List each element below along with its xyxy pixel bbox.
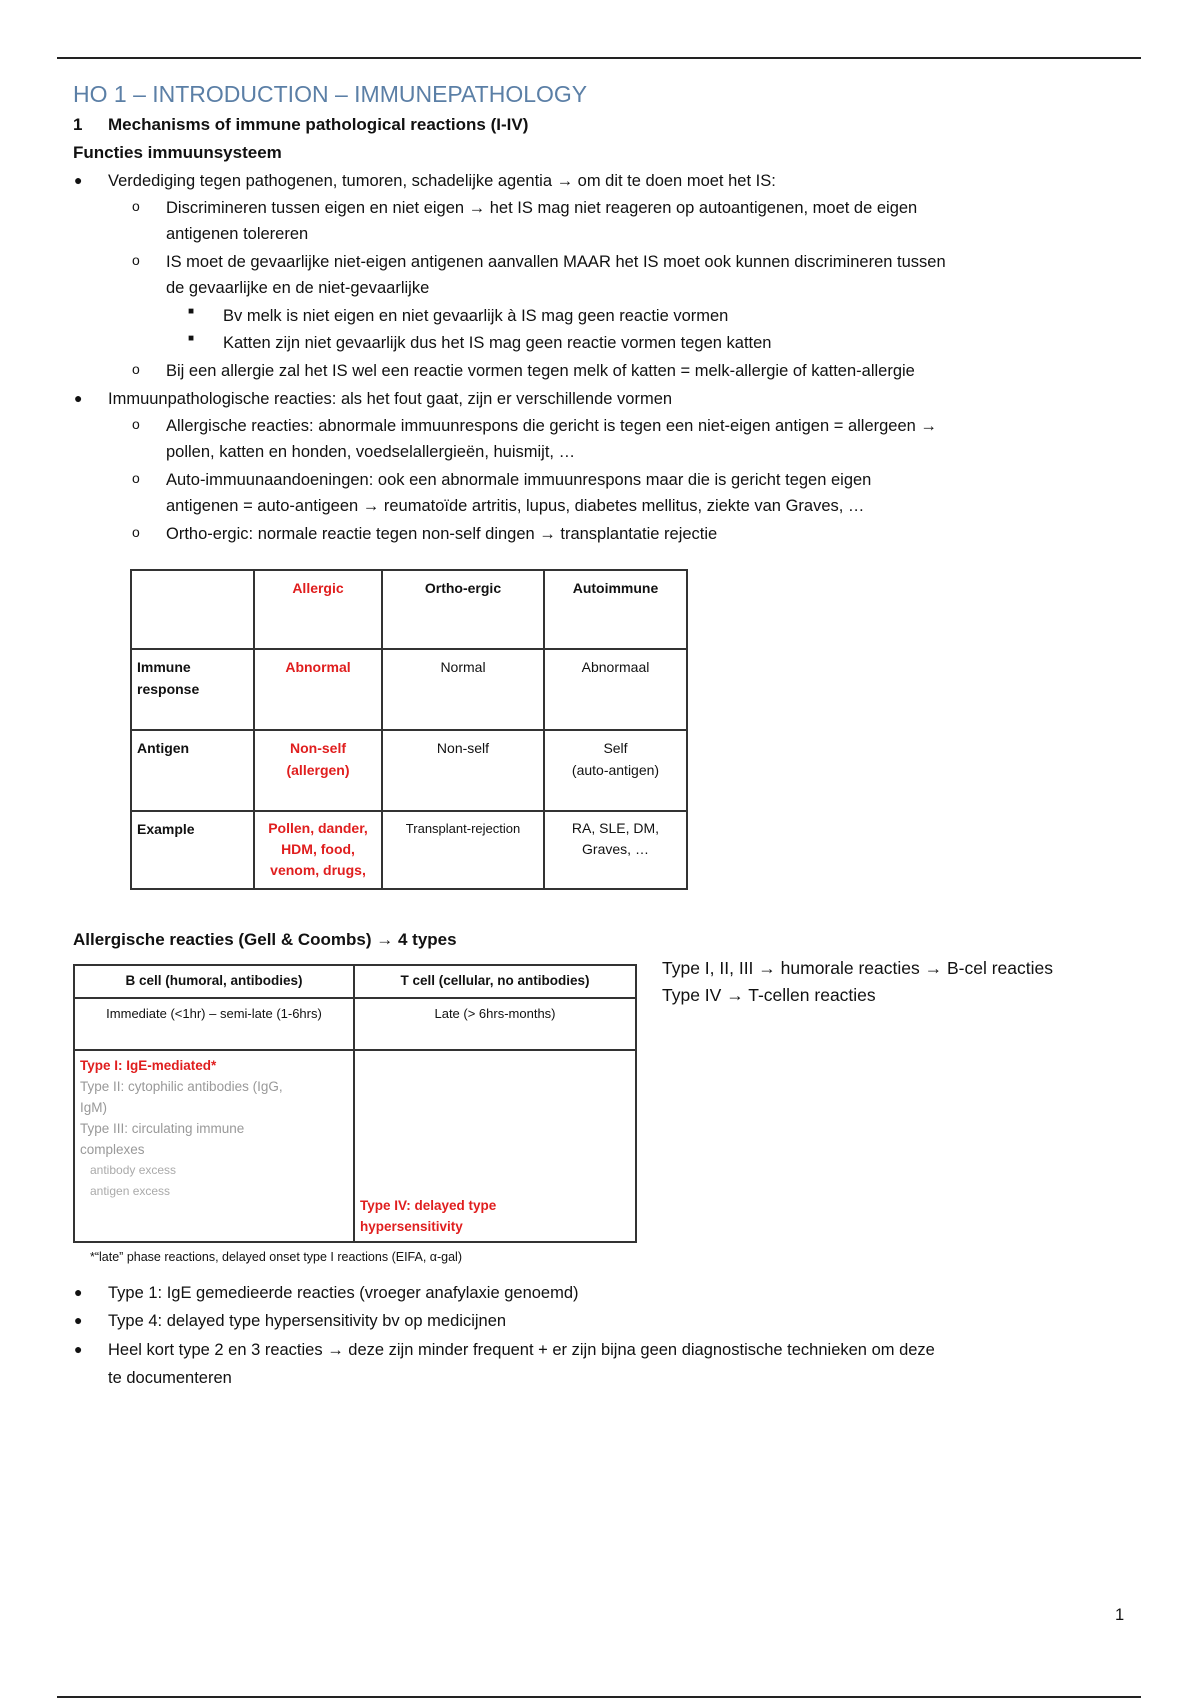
table-header: Ortho-ergic [382,570,544,649]
type-2: Type II: cytophilic antibodies (IgG, [80,1079,283,1094]
table-cell: Immediate (<1hr) – semi-late (1-6hrs) [74,998,354,1050]
table-cell [254,811,382,889]
text-line: Bv melk is niet eigen en niet gevaarlijk à IS mag geen reactie vormen [223,307,729,325]
text-line: antigenen = auto-antigeen → reumatoïde artritis, lupus, diabetes mellitus, ziekte van Graves, … [166,497,865,515]
square-bullet-icon: ■ [188,306,195,317]
cell-line: RA, SLE, DM, [571,820,660,836]
square-bullet-icon: ■ [188,333,195,344]
table-header: Allergic [254,570,382,649]
text-line: Bij een allergie zal het IS wel een reactie vormen tegen melk of katten = melk-allergie of katten-allergie [166,362,915,380]
text-line: de gevaarlijke en de niet-gevaarlijke [166,279,430,297]
section-heading-gell-coombs: Allergische reacties (Gell & Coombs) → 4 types [73,930,457,949]
label-line: response [137,681,200,697]
circle-bullet-icon: o [132,198,140,214]
label-line: Immune [137,659,191,675]
text-line: Heel kort type 2 en 3 reacties → deze zijn minder frequent + er zijn bijna geen diagnostische technieken om deze [108,1341,935,1359]
text-line: Type 1: IgE gemedieerde reacties (vroeger anafylaxie genoemd) [108,1284,579,1302]
text-line: Ortho-ergic: normale reactie tegen non-self dingen → transplantatie rejectie [166,525,718,543]
text-line: antigenen tolereren [166,225,309,243]
side-note: Type IV → T-cellen reacties [662,985,876,1005]
table-footnote: *“late” phase reactions, delayed onset type I reactions (EIFA, α-gal) [90,1250,462,1264]
text-line: IS moet de gevaarlijke niet-eigen antigenen aanvallen MAAR het IS moet ook kunnen discrimineren tussen [166,253,946,271]
row-label: Antigen [131,730,254,811]
table-cell: Abnormal [254,649,382,730]
top-rule [57,57,1141,59]
row-label [131,649,254,730]
table-cell: Abnormaal [544,649,687,730]
t-cell-types [354,1050,636,1242]
text-line: Auto-immuunaandoeningen: ook een abnormale immuunrespons maar die is gericht tegen eigen [166,471,872,489]
table-cell [254,730,382,811]
text-line: Discrimineren tussen eigen en niet eigen → het IS mag niet reageren op autoantigenen, moet de eigen [166,199,918,217]
circle-bullet-icon: o [132,361,140,377]
table-cell: Late (> 6hrs-months) [354,998,636,1050]
type-1: Type I: IgE-mediated* [80,1058,217,1073]
type-4-cont: hypersensitivity [360,1219,463,1234]
cell-line: Self [603,740,628,756]
cell-line: HDM, food, [281,841,355,857]
table-cell: Transplant-rejection [382,811,544,889]
circle-bullet-icon: o [132,524,140,540]
text-line: Immuunpathologische reacties: als het fout gaat, zijn er verschillende vormen [108,390,673,408]
section-heading: Mechanisms of immune pathological reactions (I-IV) [108,115,529,134]
text-line: Type 4: delayed type hypersensitivity bv op medicijnen [108,1312,507,1330]
table-cell [544,730,687,811]
text-line: Katten zijn niet gevaarlijk dus het IS mag geen reactie vormen tegen katten [223,334,772,352]
table-cell [544,811,687,889]
cell-line: Graves, … [582,841,649,857]
side-note: Type I, II, III → humorale reacties → B-cel reacties [662,958,1053,978]
table-cell: Non-self [382,730,544,811]
b-cell-types [74,1050,354,1242]
circle-bullet-icon: o [132,252,140,268]
section-number: 1 [73,115,83,134]
text-line: te documenteren [108,1369,232,1387]
cell-line: venom, drugs, [270,862,366,878]
type-3: Type III: circulating immune [80,1121,245,1136]
page-title: HO 1 – INTRODUCTION – IMMUNEPATHOLOGY [73,81,588,107]
row-label: Example [131,811,254,889]
text-line: pollen, katten en honden, voedselallergieën, huismijt, … [166,443,576,461]
type-3-cont: complexes [80,1142,145,1157]
cell-line: Non-self [290,740,346,756]
cell-line: (allergen) [286,762,350,778]
circle-bullet-icon: o [132,470,140,486]
table-header: B cell (humoral, antibodies) [74,965,354,998]
cell-line: Pollen, dander, [268,820,368,836]
table-header: T cell (cellular, no antibodies) [354,965,636,998]
type-2-cont: IgM) [80,1100,107,1115]
antibody-excess: antibody excess [90,1163,177,1177]
table-cell [131,570,254,649]
immune-reactions-table [130,569,688,890]
bullet-icon: ● [74,1284,83,1300]
bullet-icon: ● [74,1312,83,1328]
page-number: 1 [1115,1606,1125,1624]
cell-line: (auto-antigen) [571,762,660,778]
bullet-icon: ● [74,390,83,406]
bullet-icon: ● [74,1341,83,1357]
circle-bullet-icon: o [132,416,140,432]
subheading: Functies immuunsysteem [73,143,282,162]
antigen-excess: antigen excess [90,1184,171,1198]
table-header: Autoimmune [544,570,687,649]
bottom-rule [57,1696,1141,1698]
text-line: Allergische reacties: abnormale immuunrespons die gericht is tegen een niet-eigen antigen = allergeen → [166,417,937,435]
table-cell: Normal [382,649,544,730]
text-line: Verdediging tegen pathogenen, tumoren, schadelijke agentia → om dit te doen moet het IS: [108,172,776,190]
type-4: Type IV: delayed type [360,1198,497,1213]
gell-coombs-table [73,964,637,1243]
bullet-icon: ● [74,172,83,188]
